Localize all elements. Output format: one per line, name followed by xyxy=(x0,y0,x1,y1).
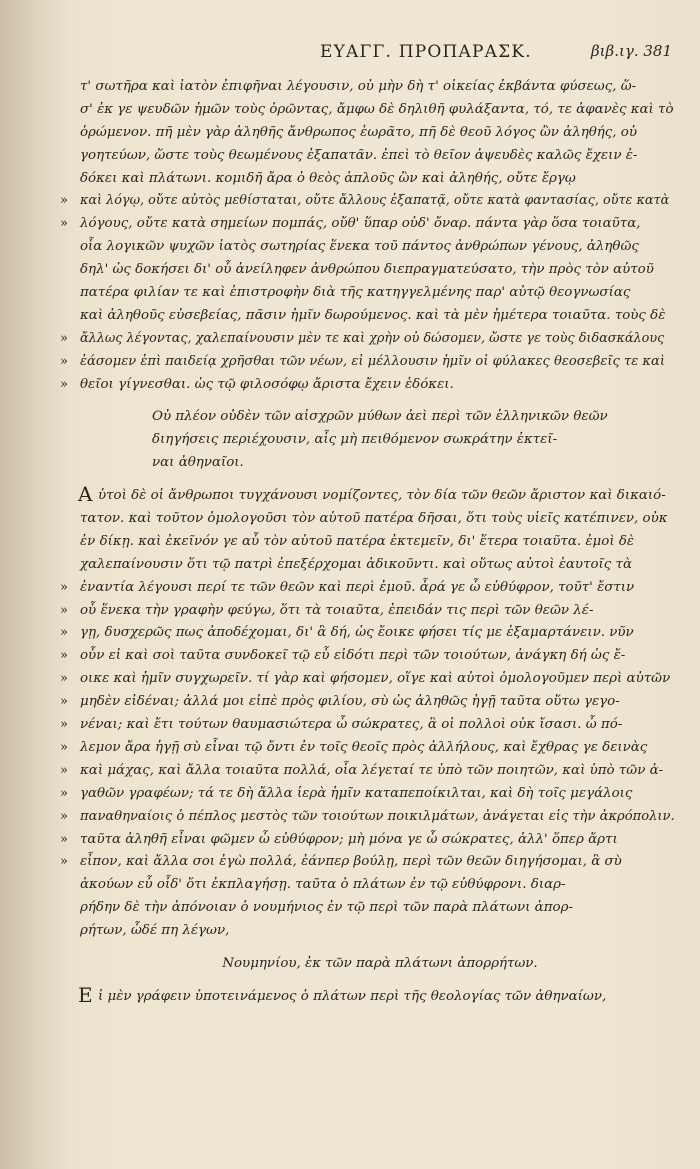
paragraph-3-line xyxy=(78,982,680,1009)
text-line xyxy=(80,622,680,645)
text-line xyxy=(152,406,680,429)
text-line xyxy=(80,874,680,897)
section-heading-1 xyxy=(80,406,680,475)
line-text: δηλ' ὡς δοκήσει δι' οὗ ἀνείληφεν ἀνθρώπου διεπραγματεύσατο, τὴν πρὸς τὸν αὐτοῦ xyxy=(80,262,654,278)
line-text: ὐτοὶ δὲ οἱ ἄνθρωποι τυγχάνουσι νομίζοντες, τὸν δία τῶν θεῶν ἄριστον καὶ δικαιό- xyxy=(98,488,666,504)
text-line xyxy=(80,806,680,829)
text-line xyxy=(80,328,680,351)
text-line xyxy=(152,429,680,452)
initial-letter: E xyxy=(78,982,93,1007)
line-text: πατέρα φιλίαν τε καὶ ἐπιστροφὴν διὰ τῆς κατηγγελμένης παρ' αὐτῷ θεογνωσίας xyxy=(80,285,631,301)
text-line xyxy=(80,374,680,397)
line-text: εἶπον, καὶ ἄλλα σοι ἐγὼ πολλά, ἐάνπερ βούλῃ, περὶ τῶν θεῶν διηγήσομαι, ἃ σὺ xyxy=(80,854,622,870)
line-text: καὶ λόγῳ, οὔτε αὐτὸς μεθίσταται, οὔτε ἄλλους ἐξαπατᾷ, οὔτε κατὰ φαντασίας, οὔτε κατὰ xyxy=(80,193,670,209)
line-text: οικε καὶ ἡμῖν συγχωρεῖν. τί γὰρ καὶ φήσομεν, οἵγε καὶ αὐτοὶ ὁμολογοῦμεν περὶ αὐτῶν xyxy=(80,671,671,687)
text-block xyxy=(80,76,680,1156)
text-line xyxy=(80,691,680,714)
line-text: ταῦτα ἀληθῆ εἶναι φῶμεν ὦ εὐθύφρον; μὴ μόνα γε ὦ σώκρατες, ἀλλ' ὅπερ ἄρτι xyxy=(80,831,618,847)
text-line xyxy=(80,737,680,760)
line-text: τ' σωτῆρα καὶ ἰατὸν ἐπιφῆναι λέγουσιν, οὐ μὴν δὴ τ' οἰκείας ἐκβάντα φύσεως, ὥ- xyxy=(80,79,637,94)
line-text: ἐάσομεν ἐπὶ παιδείᾳ χρῆσθαι τῶν νέων, εἰ μέλλουσιν ἡμῖν οἱ φύλακες θεοσεβεῖς τε καὶ xyxy=(80,353,665,369)
text-line xyxy=(80,600,680,623)
text-line xyxy=(80,897,680,920)
text-line xyxy=(80,122,680,145)
line-text: παναθηναίοις ὁ πέπλος μεστὸς τῶν τοιούτων ποικιλμάτων, ἀνάγεται εἰς τὴν ἀκρόπολιν. xyxy=(80,808,675,824)
line-text: σ' ἐκ γε ψευδῶν ἡμῶν τοὺς ὁρῶντας, ἄμφω δὲ δηλιθῆ φυλάξαντα, τό, τε ἀφανὲς καὶ τὸ xyxy=(80,101,674,117)
line-text: τατον. καὶ τοῦτον ὁμολογοῦσι τὸν αὑτοῦ πατέρα δῆσαι, ὅτι τοὺς υἱεῖς κατέπινεν, οὐκ xyxy=(80,511,668,527)
page-header xyxy=(120,42,680,68)
line-text: καὶ μάχας, καὶ ἄλλα τοιαῦτα πολλά, οἷα λέγεταί τε ὑπὸ τῶν ποιητῶν, καὶ ὑπὸ τῶν ἀ- xyxy=(80,762,664,778)
text-line xyxy=(80,668,680,691)
line-text: νέναι; καὶ ἔτι τούτων θαυμασιώτερα ὦ σώκρατες, ἃ οἱ πολλοὶ οὐκ ἴσασι. ὦ πό- xyxy=(80,717,623,733)
text-line xyxy=(80,920,680,943)
line-text: γαθῶν γραφέων; τά τε δὴ ἄλλα ἱερὰ ἡμῖν καταπεποίκιλται, καὶ δὴ τοῖς μεγάλοις xyxy=(80,785,633,801)
text-line xyxy=(80,190,680,213)
line-text: μηδὲν εἰδέναι; ἀλλά μοι εἰπὲ πρὸς φιλίου, σὺ ὡς ἀληθῶς ἡγῇ ταῦτα οὕτω γεγο- xyxy=(80,694,620,710)
text-line xyxy=(80,305,680,328)
line-text: θεῖοι γίγνεσθαι. ὡς τῷ φιλοσόφῳ ἄριστα ἔχειν ἐδόκει. xyxy=(80,376,454,392)
line-text: ἀκούων εὖ οἶδ' ὅτι ἐκπλαγήσῃ. ταῦτα ὁ πλάτων ἐν τῷ εὐθύφρονι. διαρ- xyxy=(80,877,566,893)
text-line xyxy=(80,714,680,737)
line-text: λόγους, οὔτε κατὰ σημείων πομπάς, οὔθ' ὕπαρ οὐδ' ὄναρ. πάντα γὰρ ὅσα τοιαῦτα, xyxy=(80,216,641,232)
paragraph-2 xyxy=(78,482,680,943)
text-line xyxy=(80,760,680,783)
line-text: Οὐ πλέον οὐδὲν τῶν αἰσχρῶν μύθων ἀεὶ περὶ τῶν ἑλληνικῶν θεῶν xyxy=(152,409,608,425)
text-line xyxy=(80,282,680,305)
text-line xyxy=(80,531,680,554)
text-line xyxy=(152,452,680,475)
line-text: ἰ μὲν γράφειν ὑποτεινάμενος ὁ πλάτων περὶ τῆς θεολογίας τῶν ἀθηναίων, xyxy=(98,988,607,1004)
text-line xyxy=(80,145,680,168)
text-line xyxy=(80,577,680,600)
line-text: οἷα λογικῶν ψυχῶν ἰατὸς σωτηρίας ἕνεκα τοῦ πάντος ἀνθρώπων γένους, ἀληθῶς xyxy=(80,239,639,255)
text-line xyxy=(80,76,680,99)
text-line xyxy=(80,236,680,259)
line-text: ρήδην δὲ τὴν ἀπόνοιαν ὁ νουμήνιος ἐν τῷ περὶ τῶν παρὰ πλάτωνι ἀπορ- xyxy=(80,900,573,916)
text-line xyxy=(80,829,680,852)
text-line xyxy=(80,168,680,191)
page-number: βιβ.ιγ. 381 xyxy=(590,42,672,60)
text-line xyxy=(78,482,680,508)
line-text: ναι ἀθηναῖοι. xyxy=(152,455,244,471)
line-text: οὗ ἕνεκα τὴν γραφὴν φεύγω, ὅτι τὰ τοιαῦτα, ἐπειδάν τις περὶ τῶν θεῶν λέ- xyxy=(80,602,594,618)
line-text: δόκει καὶ πλάτωνι. κομιδῆ ἄρα ὁ θεὸς ἁπλοῦς ὢν καὶ ἀληθής, οὔτε ἔργῳ xyxy=(80,170,576,186)
line-text: γοητεύων, ὥστε τοὺς θεωμένους ἐξαπατᾶν. ἐπεὶ τὸ θεῖον ἀψευδὲς καλῶς ἔχειν ἐ- xyxy=(80,147,638,163)
text-line xyxy=(80,645,680,668)
line-text: καὶ ἀληθοῦς εὐσεβείας, πᾶσιν ἡμῖν δωρούμενος. καὶ τὰ μὲν ἡμέτερα τοιαῦτα. τοὺς δὲ xyxy=(80,307,666,323)
section-heading-2 xyxy=(80,953,680,976)
line-text: λεμον ἄρα ἡγῇ σὺ εἶναι τῷ ὄντι ἐν τοῖς θεοῖς πρὸς ἀλλήλους, καὶ ἔχθρας γε δεινὰς xyxy=(80,739,648,755)
text-line xyxy=(80,259,680,282)
line-text: γῃ, δυσχερῶς πως ἀποδέχομαι, δι' ἃ δή, ὡς ἔοικε φήσει τίς με ἐξαμαρτάνειν. νῦν xyxy=(80,625,634,641)
text-line xyxy=(80,554,680,577)
line-text: ἐν δίκῃ. καὶ ἐκεῖνόν γε αὖ τὸν αὑτοῦ πατέρα ἐκτεμεῖν, δι' ἕτερα τοιαῦτα. ἐμοὶ δὲ xyxy=(80,533,635,549)
running-title: ΕΥΑΓΓ. ΠΡΟΠΑΡΑΣΚ. xyxy=(320,42,532,62)
text-line xyxy=(80,508,680,531)
text-line xyxy=(80,213,680,236)
line-text: ἐναντία λέγουσι περί τε τῶν θεῶν καὶ περὶ ἐμοῦ. ἆρά γε ὦ εὐθύφρον, τοῦτ' ἔστιν xyxy=(80,579,635,595)
initial-letter: A xyxy=(78,482,93,507)
line-text: ἄλλως λέγοντας, χαλεπαίνουσιν μὲν τε καὶ χρὴν οὐ δώσομεν, ὥστε γε τοὺς διδασκάλους xyxy=(80,330,665,346)
text-line xyxy=(80,851,680,874)
line-text: ρήτων, ὧδέ πη λέγων, xyxy=(80,923,230,939)
line-text: ὁρώμενον. πῆ μὲν γὰρ ἀληθῆς ἄνθρωπος ἑωρᾶτο, πῆ δὲ θεοῦ λόγος ὢν ἀληθής, οὐ xyxy=(80,124,638,140)
heading-text: Νουμηνίου, ἐκ τῶν παρὰ πλάτωνι ἀπορρήτων. xyxy=(222,955,538,971)
text-line xyxy=(80,351,680,374)
text-line xyxy=(80,783,680,806)
line-text: χαλεπαίνουσιν ὅτι τῷ πατρὶ ἐπεξέρχομαι ἀδικοῦντι. καὶ οὕτως αὐτοὶ ἑαυτοῖς τὰ xyxy=(80,556,632,572)
line-text: διηγήσεις περιέχουσιν, αἷς μὴ πειθόμενον σωκράτην ἐκτεῖ- xyxy=(152,432,558,448)
text-line xyxy=(80,99,680,122)
paragraph-1 xyxy=(80,76,680,396)
line-text: οὖν εἰ καὶ σοὶ ταῦτα συνδοκεῖ τῷ εὖ εἰδότι περὶ τῶν τοιούτων, ἀνάγκη δή ὡς ἔ- xyxy=(80,648,626,664)
